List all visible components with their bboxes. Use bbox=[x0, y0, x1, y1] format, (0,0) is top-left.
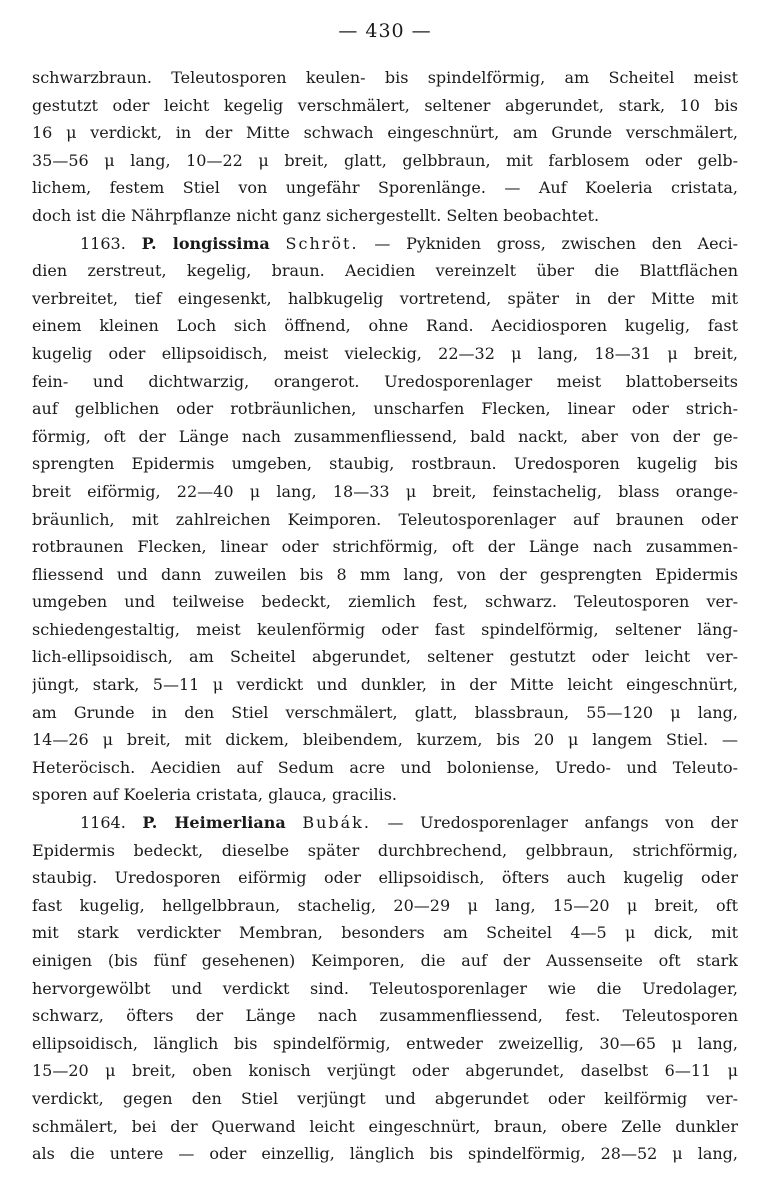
text-line: 15—20 μ breit, oben konisch verjüngt oder abgerundet, daselbst 6—11 μ bbox=[32, 1061, 738, 1081]
text-line: schwarzbraun. Teleutosporen keulen- bis spindelförmig, am Scheitel meist bbox=[32, 68, 738, 87]
text-line: fein- und dichtwarzig, orangerot. Uredosporenlager meist blattoberseits bbox=[32, 371, 738, 391]
text-line: verbreitet, tief eingesenkt, halbkugelig vortretend, später in der Mitte mit bbox=[32, 288, 738, 308]
text-line: Epidermis bedeckt, dieselbe später durchbrechend, gelbbraun, strichförmig, bbox=[32, 840, 738, 860]
text-line: als die untere — oder einzellig, länglich bis spindelförmig, 28—52 μ lang, bbox=[32, 1144, 738, 1164]
text-line: hervorgewölbt und verdickt sind. Teleutosporenlager wie die Uredolager, bbox=[32, 978, 738, 998]
text-line: bräunlich, mit zahlreichen Keimporen. Teleutosporenlager auf braunen oder bbox=[32, 509, 738, 529]
text-line: umgeben und teilweise bedeckt, ziemlich fest, schwarz. Teleutosporen ver- bbox=[32, 592, 738, 612]
text-body bbox=[32, 68, 738, 1172]
text-line: breit eiförmig, 22—40 μ lang, 18—33 μ breit, feinstachelig, blass orange- bbox=[32, 481, 738, 501]
species-entry-line bbox=[32, 234, 738, 262]
text-line: am Grunde in den Stiel verschmälert, glatt, blassbraun, 55—120 μ lang, bbox=[32, 702, 738, 722]
text-line: 35—56 μ lang, 10—22 μ breit, glatt, gelbbraun, mit farblosem oder gelb- bbox=[32, 150, 738, 170]
text-line: rotbraunen Flecken, linear oder strichförmig, oft der Länge nach zusammen- bbox=[32, 537, 738, 557]
text-line: lich-ellipsoidisch, am Scheitel abgerundet, seltener gestutzt oder leicht ver- bbox=[32, 647, 738, 667]
text-line: auf gelblichen oder rotbräunlichen, unscharfen Flecken, linear oder strich- bbox=[32, 399, 738, 419]
text-line: sporen auf Koeleria cristata, glauca, gracilis. bbox=[32, 785, 398, 805]
text-line: einem kleinen Loch sich öffnend, ohne Rand. Aecidiosporen kugelig, fast bbox=[32, 316, 738, 336]
document-page bbox=[32, 20, 738, 1172]
text-line: sprengten Epidermis umgeben, staubig, rostbraun. Uredosporen kugelig bis bbox=[32, 454, 738, 474]
text-line: dien zerstreut, kegelig, braun. Aecidien vereinzelt über die Blattflächen bbox=[32, 261, 738, 281]
text-line: doch ist die Nährpflanze nicht ganz sichergestellt. Selten beobachtet. bbox=[32, 205, 600, 225]
text-line: staubig. Uredosporen eiförmig oder ellipsoidisch, öfters auch kugelig oder bbox=[32, 868, 738, 888]
text-line: gestutzt oder leicht kegelig verschmälert, seltener abgerundet, stark, 10 bis bbox=[32, 95, 738, 115]
species-entry-line bbox=[32, 813, 738, 841]
species-author: Bubák. bbox=[302, 813, 371, 833]
text-line: ellipsoidisch, länglich bis spindelförmig, entweder zweizellig, 30—65 μ lang, bbox=[32, 1033, 738, 1053]
text-line: fliessend und dann zuweilen bis 8 mm lang, von der gesprengten Epidermis bbox=[32, 564, 738, 584]
text-line: schwarz, öfters der Länge nach zusammenfliessend, fest. Teleutosporen bbox=[32, 1006, 738, 1026]
species-name: P. longissima bbox=[141, 233, 270, 253]
species-name: P. Heimerliana bbox=[142, 813, 286, 833]
text-line: förmig, oft der Länge nach zusammenfliessend, bald nackt, aber von der ge- bbox=[32, 426, 738, 446]
entry-number: 1163. bbox=[80, 233, 142, 253]
text-line: einigen (bis fünf gesehenen) Keimporen, die auf der Aussenseite oft stark bbox=[32, 951, 738, 970]
text-line: schmälert, bei der Querwand leicht eingeschnürt, braun, obere Zelle dunkler bbox=[32, 1116, 738, 1136]
entry-number: 1164. bbox=[80, 813, 143, 833]
page-number: — 430 — bbox=[338, 20, 432, 42]
text-line: 16 μ verdickt, in der Mitte schwach eingeschnürt, am Grunde verschmälert, bbox=[32, 123, 738, 143]
text-line: verdickt, gegen den Stiel verjüngt und abgerundet oder keilförmig ver- bbox=[32, 1088, 738, 1108]
text-line: kugelig oder ellipsoidisch, meist vieleckig, 22—32 μ lang, 18—31 μ breit, bbox=[32, 343, 738, 363]
text-line: lichem, festem Stiel von ungefähr Sporenlänge. — Auf Koeleria cristata, bbox=[32, 178, 738, 198]
text-line: fast kugelig, hellgelbbraun, stachelig, 20—29 μ lang, 15—20 μ breit, oft bbox=[32, 895, 738, 915]
entry-description: — Pykniden gross, zwischen den Aeci- bbox=[358, 233, 738, 253]
text-line: Heteröcisch. Aecidien auf Sedum acre und boloniense, Uredo- und Teleuto- bbox=[32, 757, 738, 777]
text-line: schiedengestaltig, meist keulenförmig oder fast spindelförmig, seltener läng- bbox=[32, 619, 738, 639]
text-line: 14—26 μ breit, mit dickem, bleibendem, kurzem, bis 20 μ langem Stiel. — bbox=[32, 730, 738, 750]
text-line: jüngt, stark, 5—11 μ verdickt und dunkler, in der Mitte leicht eingeschnürt, bbox=[32, 675, 738, 695]
text-line: mit stark verdickter Membran, besonders am Scheitel 4—5 μ dick, mit bbox=[32, 923, 738, 943]
entry-description: — Uredosporenlager anfangs von der bbox=[370, 813, 738, 833]
species-author: Schröt. bbox=[285, 233, 359, 253]
